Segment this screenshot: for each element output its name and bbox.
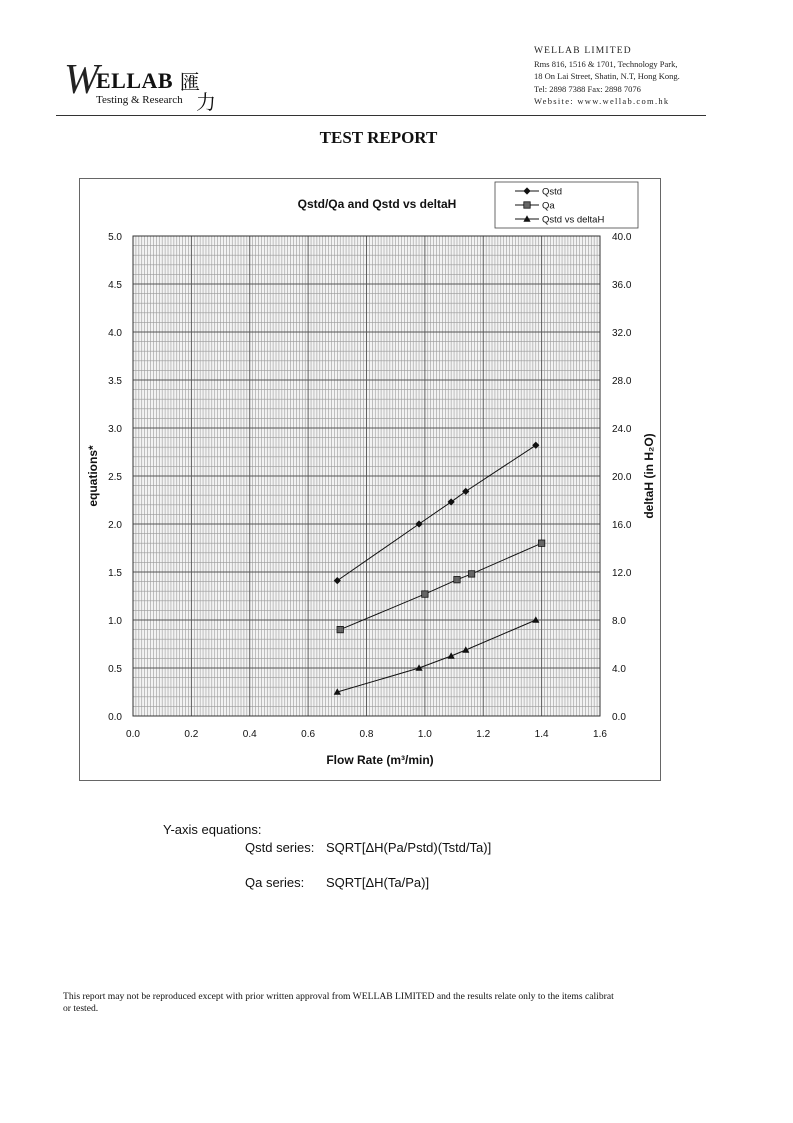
- data-point-series-2: [468, 571, 474, 577]
- y-right-tick-label: 4.0: [612, 664, 626, 675]
- data-point-series-2: [422, 591, 428, 597]
- legend-label-1: Qstd: [542, 186, 563, 198]
- logo-chinese-1: 匯: [180, 70, 200, 94]
- logo-subtitle: Testing & Research: [96, 94, 183, 106]
- x-tick-label: 1.4: [534, 729, 549, 740]
- equations-heading: Y-axis equations:: [163, 822, 262, 837]
- y-tick-label: 2.5: [108, 472, 122, 483]
- website: Website: www.wellab.com.hk: [534, 96, 670, 106]
- qa-formula: SQRT[ΔH(Ta/Pa)]: [326, 875, 430, 890]
- phone-fax: Tel: 2898 7388 Fax: 2898 7076: [534, 83, 641, 94]
- logo-word: ELLAB: [96, 68, 174, 93]
- legend-marker-2: [524, 202, 530, 208]
- report-title: TEST REPORT: [319, 128, 438, 147]
- disclaimer-line-2: or tested.: [63, 1003, 99, 1014]
- data-point-series-2: [454, 576, 460, 582]
- x-tick-label: 1.6: [593, 729, 607, 740]
- x-tick-label: 0.8: [359, 729, 374, 740]
- y-right-tick-label: 20.0: [612, 472, 632, 483]
- y-right-tick-label: 28.0: [612, 376, 632, 387]
- logo-initial: W: [64, 57, 97, 103]
- y-right-tick-label: 32.0: [612, 328, 632, 339]
- y-right-axis-label: deltaH (in H₂O): [642, 433, 656, 519]
- y-tick-label: 4.0: [108, 328, 122, 339]
- y-right-tick-label: 8.0: [612, 616, 626, 627]
- y-tick-label: 0.5: [108, 664, 122, 675]
- address-line-2: 18 On Lai Street, Shatin, N.T, Hong Kong.: [534, 71, 680, 81]
- y-axis-label: equations*: [86, 445, 100, 507]
- legend-label-2: Qa: [542, 200, 555, 212]
- y-right-tick-label: 0.0: [612, 712, 626, 723]
- qstd-series-label: Qstd series:: [245, 840, 315, 855]
- y-right-tick-label: 40.0: [612, 232, 632, 243]
- y-right-tick-label: 24.0: [612, 424, 632, 435]
- y-tick-label: 1.5: [108, 568, 122, 579]
- data-point-series-2: [538, 540, 544, 546]
- logo-chinese-2: 力: [196, 90, 216, 114]
- address-line-1: Rms 816, 1516 & 1701, Technology Park,: [534, 58, 678, 69]
- x-tick-label: 0.2: [184, 729, 199, 740]
- y-tick-label: 3.5: [108, 376, 122, 387]
- y-tick-label: 2.0: [108, 520, 122, 531]
- y-tick-label: 3.0: [108, 424, 122, 435]
- y-tick-label: 5.0: [108, 232, 122, 243]
- company-name: WELLAB LIMITED: [534, 46, 632, 56]
- qa-series-label: Qa series:: [245, 875, 305, 890]
- qstd-formula: SQRT[ΔH(Pa/Pstd)(Tstd/Ta)]: [326, 840, 492, 855]
- legend-label-3: Qstd vs deltaH: [542, 214, 605, 226]
- y-right-tick-label: 12.0: [612, 568, 632, 579]
- data-point-series-2: [337, 626, 343, 632]
- x-tick-label: 0.6: [301, 729, 316, 740]
- y-right-tick-label: 16.0: [612, 520, 632, 531]
- y-right-tick-label: 36.0: [612, 280, 632, 291]
- y-tick-label: 4.5: [108, 280, 122, 291]
- chart-title: Qstd/Qa and Qstd vs deltaH: [297, 197, 457, 211]
- disclaimer-line-1: This report may not be reproduced except with prior written approval from WELLAB LIMITED and the results relate only to the items calibrat: [63, 991, 614, 1002]
- x-axis-label: Flow Rate (m³/min): [326, 753, 434, 767]
- x-tick-label: 1.2: [476, 729, 491, 740]
- x-tick-label: 0.4: [242, 729, 257, 740]
- disclaimer: [63, 991, 713, 1015]
- x-tick-label: 0.0: [126, 729, 140, 740]
- x-tick-label: 1.0: [417, 729, 432, 740]
- y-tick-label: 1.0: [108, 616, 122, 627]
- y-tick-label: 0.0: [108, 712, 122, 723]
